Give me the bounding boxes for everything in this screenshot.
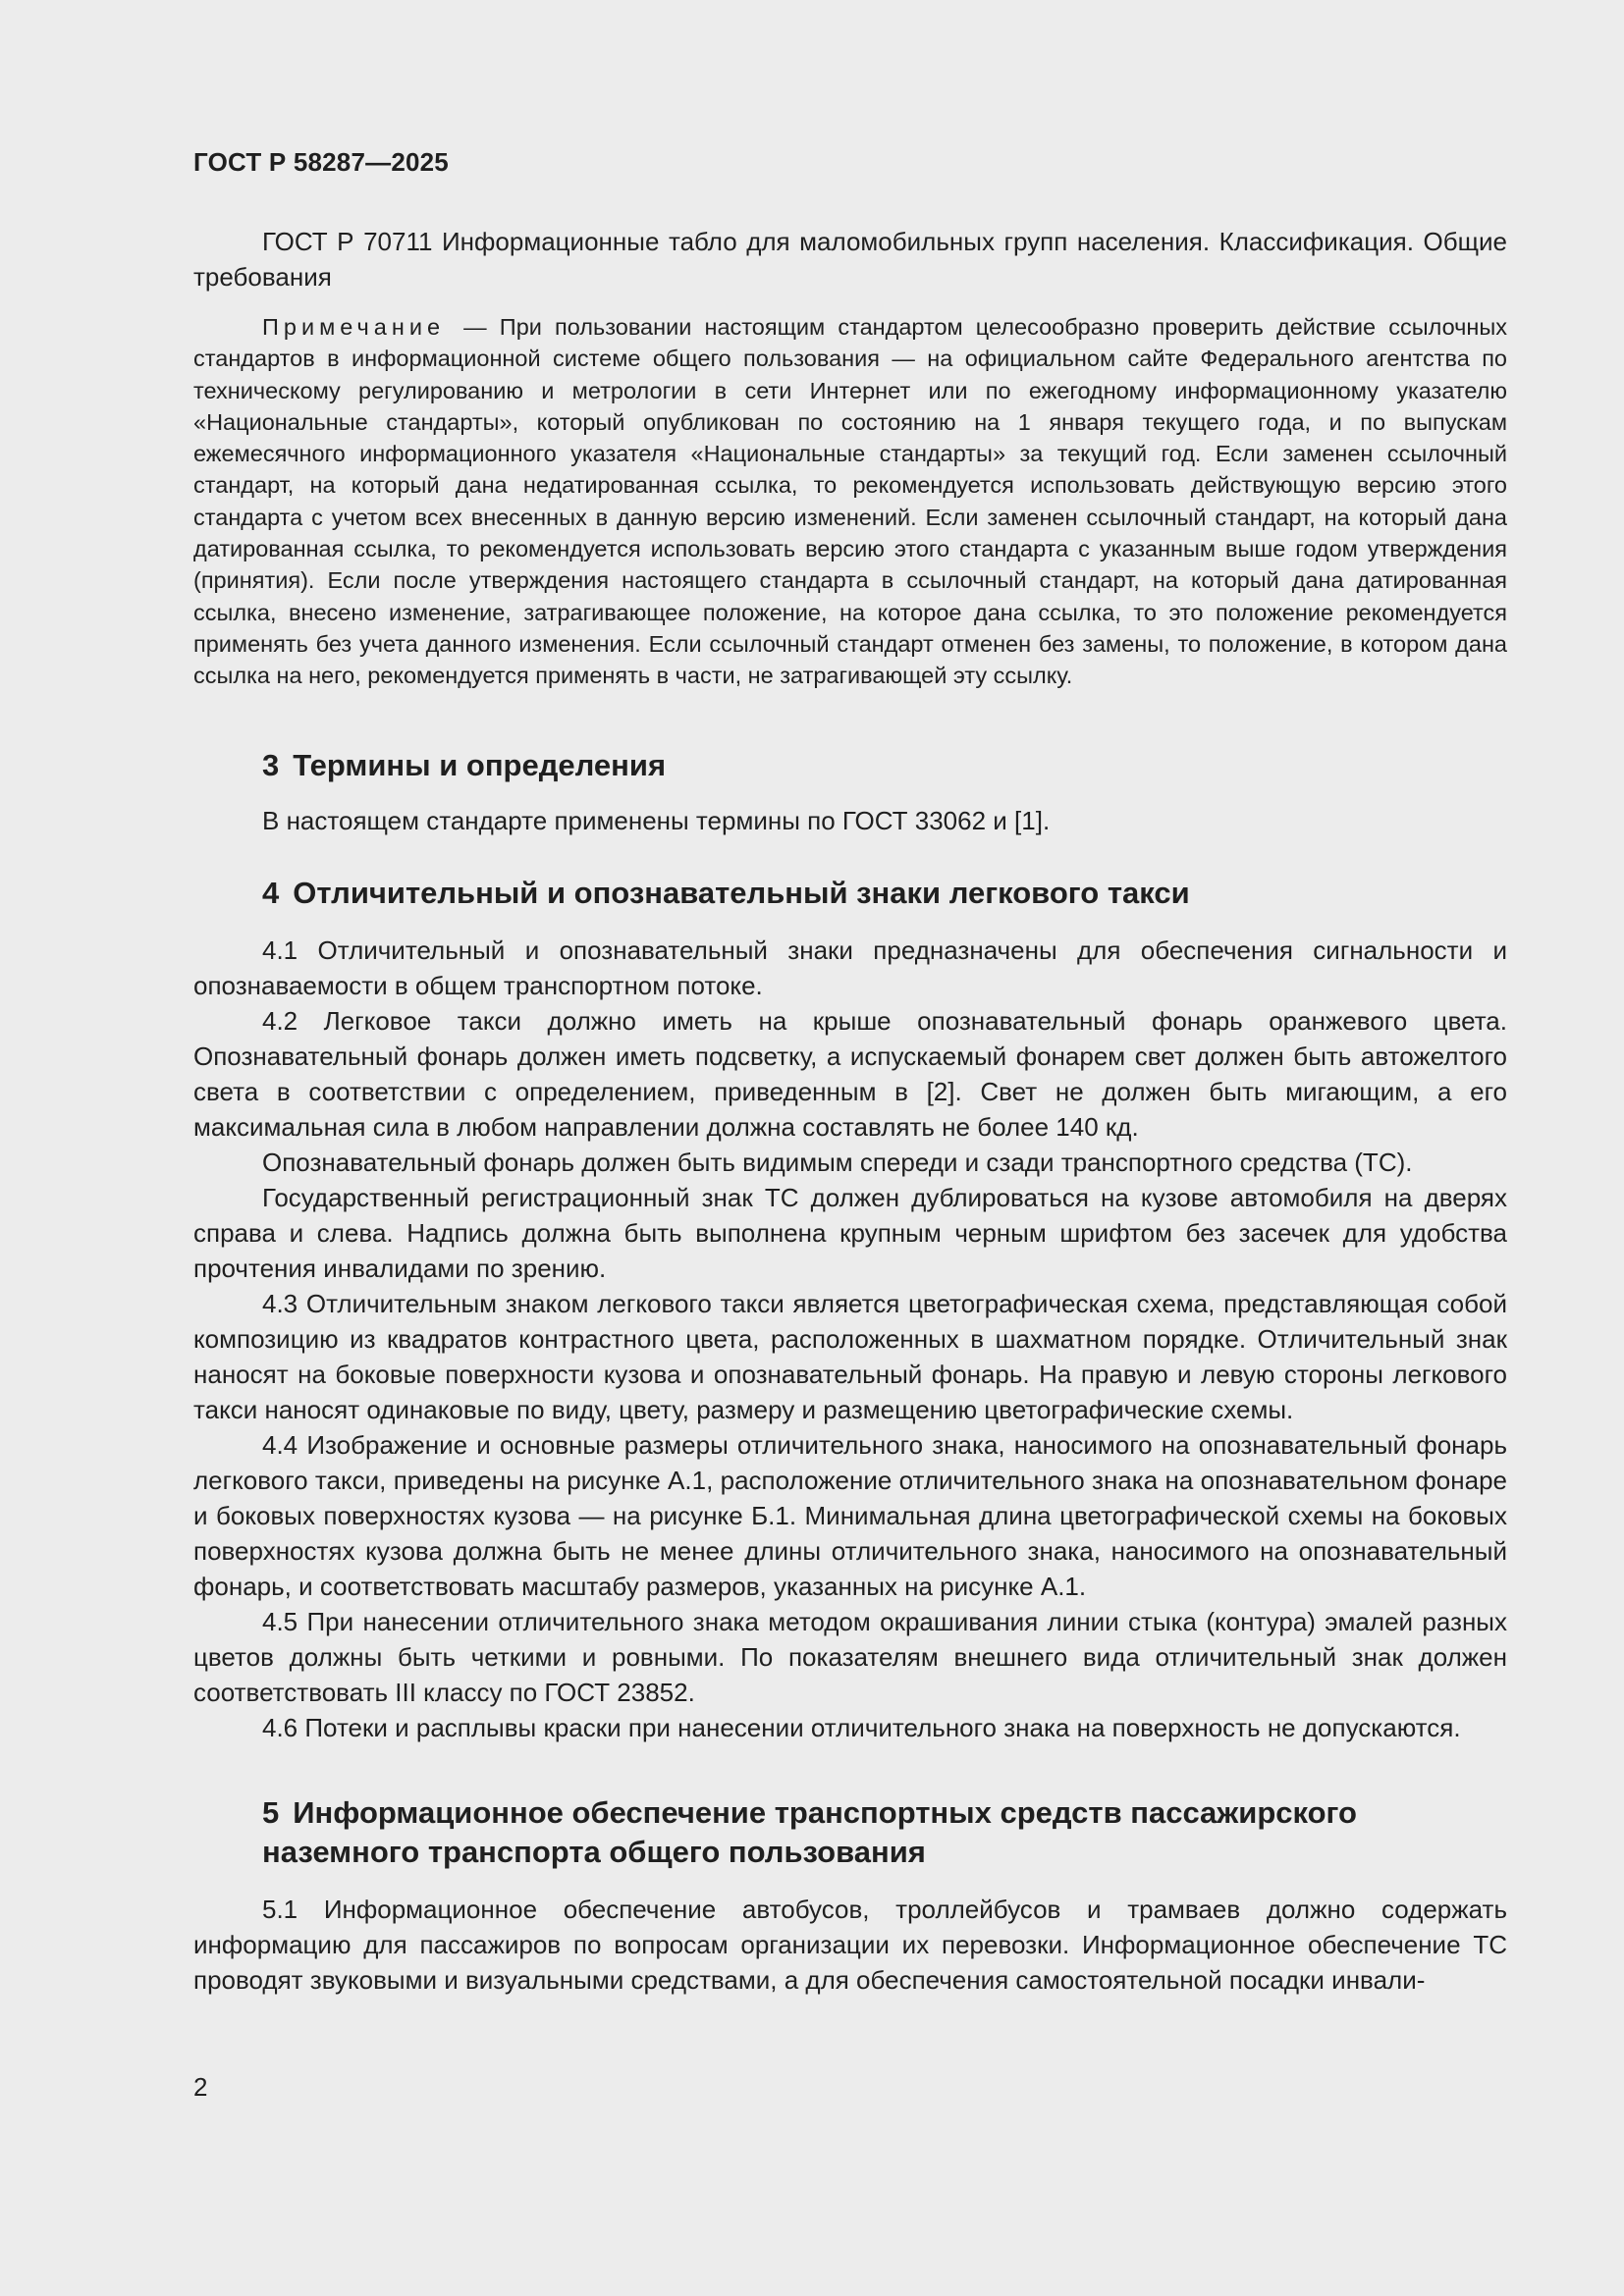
paragraph-4-2-lamp: Опознавательный фонарь должен быть видимым спереди и сзади транспортного средства (ТС). xyxy=(262,1147,1413,1177)
section-title: Термины и определения xyxy=(293,747,667,782)
section-number: 4 xyxy=(262,875,280,910)
note-text: — При пользовании настоящим стандартом целесообразно проверить действие ссылочных стандартов в информационной системе общего пользования — на официальном сайте Федерального агентства по техническому регулированию и метрологии в сети Интернет или по ежегодному информационному указателю «Национальные стандарты», который опубликован по состоянию на 1 января текущего года, и по выпускам ежемесячного информационного указателя «Национальные стандарты» за текущий год. Если заменен ссылочный стандарт, на который дана недатированная ссылка, то рекомендуется использовать действующую версию этого стандарта с учетом всех внесенных в данную версию изменений. Если заменен ссылочный стандарт, на который дана датированная ссылка, то рекомендуется использовать версию этого стандарта с указанным выше годом утверждения (принятия). Если после утверждения настоящего стандарта в ссылочный стандарт, на который дана датированная ссылка, внесено изменение, затрагивающее положение, на которое дана ссылка, то это положение рекомендуется применять без учета данного изменения. Если ссылочный стандарт отменен без замены, то положение, в котором дана ссылка на него, рекомендуется применять в части, не затрагивающей эту ссылку. xyxy=(193,314,1508,689)
paragraph-4-2-plate: Государственный регистрационный знак ТС должен дублироваться на кузове автомобиля на дверях справа и слева. Надпись должна быть выполнена крупным черным шрифтом без засечек для удобства прочтения инвалидами по зрению. xyxy=(193,1182,1507,1283)
paragraph-4-3: 4.3 Отличительным знаком легкового такси является цветографическая схема, представляющая собой композицию из квадратов контрастного цвета, расположенных в шахматном порядке. Отличительный знак наносят на боковые поверхности кузова и опознавательный фонарь. На правую и левую стороны легкового такси наносят одинаковые по виду, цвету, размеру и размещению цветографические схемы. xyxy=(193,1288,1507,1424)
document-body xyxy=(193,224,1507,1998)
paragraph-4-4: 4.4 Изображение и основные размеры отличительного знака, наносимого на опознавательный фонарь легкового такси, приведены на рисунке А.1, расположение отличительного знака на опознавательном фонаре и боковых поверхностях кузова — на рисунке Б.1. Минимальная длина цветографической схемы на боковых поверхностях кузова должна быть не менее длины отличительного знака, наносимого на опознавательный фонарь, и соответствовать масштабу размеров, указанных на рисунке А.1. xyxy=(193,1429,1507,1601)
paragraph-5-1: 5.1 Информационное обеспечение автобусов, троллейбусов и трамваев должно содержать информацию для пассажиров по вопросам организации их перевозки. Информационное обеспечение ТС проводят звуковыми и визуальными средствами, а для обеспечения самостоятельной посадки инвали- xyxy=(193,1894,1507,1995)
section-title: Информационное обеспечение транспортных средств пассажирского наземного транспорта общего пользования xyxy=(262,1794,1357,1869)
section-heading-3 xyxy=(193,746,1507,785)
section-heading-4 xyxy=(193,874,1507,913)
note-paragraph xyxy=(193,311,1507,692)
paragraph-3: В настоящем стандарте применены термины по ГОСТ 33062 и [1]. xyxy=(262,805,1051,835)
paragraph-4-5: 4.5 При нанесении отличительного знака методом окрашивания линии стыка (контура) эмалей разных цветов должны быть четкими и ровными. По показателям внешнего вида отличительный знак должен соответствовать III классу по ГОСТ 23852. xyxy=(193,1606,1507,1707)
section-heading-5 xyxy=(193,1793,1507,1872)
section-title: Отличительный и опознавательный знаки легкового такси xyxy=(293,875,1190,910)
section-number: 5 xyxy=(262,1794,280,1830)
section-number: 3 xyxy=(262,747,280,782)
paragraph-4-2: 4.2 Легковое такси должно иметь на крыше опознавательный фонарь оранжевого цвета. Опознавательный фонарь должен иметь подсветку, а испускаемый фонарем свет должен быть автожелтого света в соответствии с определением, приведенным в [2]. Свет не должен быть мигающим, а его максимальная сила в любом направлении должна составлять не более 140 кд. xyxy=(193,1005,1507,1142)
paragraph-4-1: 4.1 Отличительный и опознавательный знаки предназначены для обеспечения сигнальности и опознаваемости в общем транспортном потоке. xyxy=(193,934,1507,1000)
paragraph-4-6: 4.6 Потеки и расплывы краски при нанесении отличительного знака на поверхность не допускаются. xyxy=(262,1712,1461,1742)
document-code-header: ГОСТ Р 58287—2025 xyxy=(193,147,449,177)
note-label: Примечание xyxy=(262,314,446,340)
normative-reference-item: ГОСТ Р 70711 Информационные табло для маломобильных групп населения. Классификация. Общие требования xyxy=(193,227,1507,292)
page-number: 2 xyxy=(193,2072,208,2102)
